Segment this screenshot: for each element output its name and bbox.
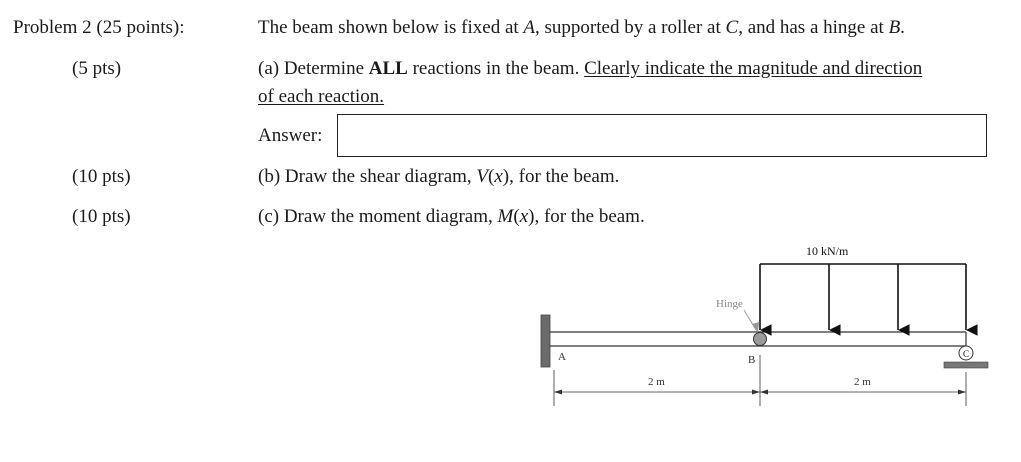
hinge-B — [754, 333, 767, 346]
part-c-text: (c) Draw the moment diagram, M(x), for the beam. — [258, 206, 645, 227]
part-a-text-line2: of each reaction. — [258, 86, 385, 107]
part-a-text-line1: (a) Determine ALL reactions in the beam. Clearly indicate the magnitude and direction — [258, 58, 923, 79]
part-a-points: (5 pts) — [72, 58, 122, 79]
dim-label-left: 2 m — [648, 376, 665, 388]
part-c-points: (10 pts) — [72, 206, 131, 227]
dim-arrow-right-a — [760, 390, 768, 395]
label-A: A — [558, 351, 566, 363]
load-label: 10 kN/m — [806, 244, 849, 258]
dim-arrow-left-a — [554, 390, 562, 395]
dim-arrow-right-b — [958, 390, 966, 395]
fixed-support-A — [541, 315, 550, 367]
label-C: C — [962, 349, 970, 359]
dim-label-right: 2 m — [854, 376, 871, 388]
hinge-leader-arrowhead — [752, 322, 759, 333]
answer-label: Answer: — [258, 125, 323, 146]
part-b-text: (b) Draw the shear diagram, V(x), for the beam. — [258, 166, 620, 187]
roller-ground — [944, 362, 988, 368]
hinge-label: Hinge — [716, 298, 743, 310]
label-B: B — [748, 354, 756, 366]
dim-arrow-left-b — [752, 390, 760, 395]
problem-intro: The beam shown below is fixed at A, supported by a roller at C, and has a hinge at B. — [258, 17, 905, 38]
part-b-points: (10 pts) — [72, 166, 131, 187]
problem-title: Problem 2 (25 points): — [13, 17, 185, 38]
